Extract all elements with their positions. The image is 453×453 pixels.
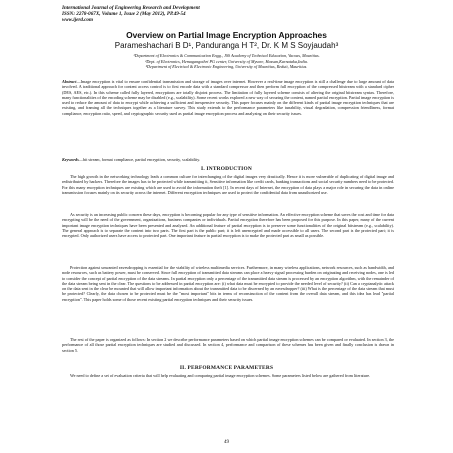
keywords [62, 157, 394, 162]
intro-paragraph-4: The rest of the paper is organized as follows: In section 2 we describe performance parameters based on which partial image encryption schemes can be compared or evaluated. In section 3, the performance of all those partial encryption techniques are studied and discussed. In section 4, performance and comparison of these schemes has been given and finally conclusion is drawn in section 5. [62, 337, 394, 353]
page-number: 49 [224, 440, 229, 445]
journal-url: www.ijerd.com [62, 17, 93, 24]
paper-authors: Parameshachari B D¹, Panduranga H T², Dr. K M S Soyjaudah³ [114, 41, 339, 50]
intro-paragraph-2: As security is an increasing public concern these days, encryption is becoming popular for any type of sensitive information. An effective encryption scheme that saves the cost and time for data encrypting will be the need of the government, organizations, business companies or individuals. Partial encryption therefore has been proposed for this purpose. In this paper, many of the current important image encryption techniques have been presented and analyzed. An additional feature of partial encryption is to preserve some functionalities of the original bitstream (e.g., scalability). The general approach is to separate the content into two parts. The first part is the public part; it is left unencrypted and made accessible to all users. The second part is the protected part; it is encrypted. Only authorized users have access to protected part. One important feature in partial encryption is to make the protected part as small as possible. [62, 212, 394, 238]
intro-paragraph-3: Protection against unwanted eavesdropping is essential for the viability of wireless multimedia services. Furthermore, in many wireless applications, network resources, such as bandwidth, and node resources, such as battery power, must be conserved. Since full encryption of transmitted data streams can place a heavy signal processing burden on originating and receiving nodes, one is led to consider the concept of partial encryption of the data streams. In partial encryption only a percentage of the transmitted data stream is processed by an encryption algorithm, with the remainder of the data stream being sent in the clear. The questions to be addressed in partial encryption are: (i) what data must be encrypted to provide the needed level of security? (ii) Can a cryptanalytic attack on the data sent in the clear be mounted that will allow important information about the transmitted data to be discerned by an eavesdropper? (iii) What is the percentage of the data stream that must be protected? Clearly, the data chosen to be protected must be the "most important" bits in terms of reconstruction of the content from the overall data stream, and this idea has lead "partial encryption". This paper holds some of those recent existing partial encryption techniques and their security issues. [62, 265, 394, 302]
journal-name: International Journal of Engineering Research and Development [62, 5, 200, 11]
abstract-label: Abstract [62, 79, 77, 84]
affiliation-2: ²Dept. of Electronics, Hemagangothri PG center, University of Mysore, Hassan,Karnataka,India. [145, 58, 308, 64]
section-heading-performance: II. PERFORMANCE PARAMETERS [179, 365, 274, 371]
keywords-text: —bit stream, format compliance, partial encryption, security, scalability. [78, 157, 201, 162]
abstract [62, 79, 394, 116]
section-heading-introduction: I. INTRODUCTION [201, 166, 252, 172]
abstract-text: —Image encryption is vital to ensure confidential transmission and storage of images over internet. However a real-time image encryption is still a challenge due to large amount of data involved. A traditional approach for content access control is to first encode data with a standard compressor and then perform full encryption of the compressed bitstream with a standard cipher (DES, AES, etc.). In this scheme called fully layered, encryptions are totally disjoint process. The limitation of fully layered scheme consists of altering the original bitstream syntax. Therefore, many functionalities of the encoding scheme may be disabled (e.g., scalability). Some recent works explored a new way of securing the content, named partial encryption. Partial image encryption is used to reduce the amount of data to encrypt while achieving a sufficient and inexpensive security. This paper focuses mainly on the different kinds of partial image encryption techniques that are existing, and framing all the techniques together as a literature survey. This study extends to the performance parameters like tunability, visual degradation, compression friendliness, format compliance, encryption ratio, speed, and cryptographic security used as partial image encryption process and analyzing on their security issues. [62, 79, 394, 116]
affiliation-1: ¹Department of Electronics & Communication Engg., JSS Academy of Technical Education, Vacoas, Mauritius. [133, 53, 320, 58]
journal-issn: ISSN: 2278-067X, Volume 1, Issue 2 (May 2012), PP.49-54 [62, 11, 186, 18]
intro-paragraph-1: The high growth in the networking technology leads a common culture for interchanging of the digital images very drastically. Hence it is more vulnerable of duplicating of digital image and redistributed by hackers. Therefore the images has to be protected while transmitting it, Sensitive information like credit cards, banking transactions and social security numbers need to be protected. For this many encryption techniques are existing which are used to avoid the information theft [1]. In recent days of Internet, the encryption of data plays a major role in securing the data in online transmission focuses mainly on its security across the internet. Different encryption techniques are used to protect the confidential data from unauthorized use. [62, 174, 394, 195]
paper-title: Overview on Partial Image Encryption Approaches [126, 30, 327, 40]
affiliation-3: ³Department of Electrical & Electronic Engineering, University of Mauritius, Reduit, Mauritius. [145, 64, 308, 70]
author-affiliations [0, 53, 453, 70]
journal-header [62, 5, 402, 24]
performance-paragraph-1: We need to define a set of evaluation criteria that will help evaluating and comparing partial image encryption schemes. Some parameters listed below are gathered from literature. [70, 373, 371, 378]
keywords-label: Keywords [62, 157, 79, 162]
